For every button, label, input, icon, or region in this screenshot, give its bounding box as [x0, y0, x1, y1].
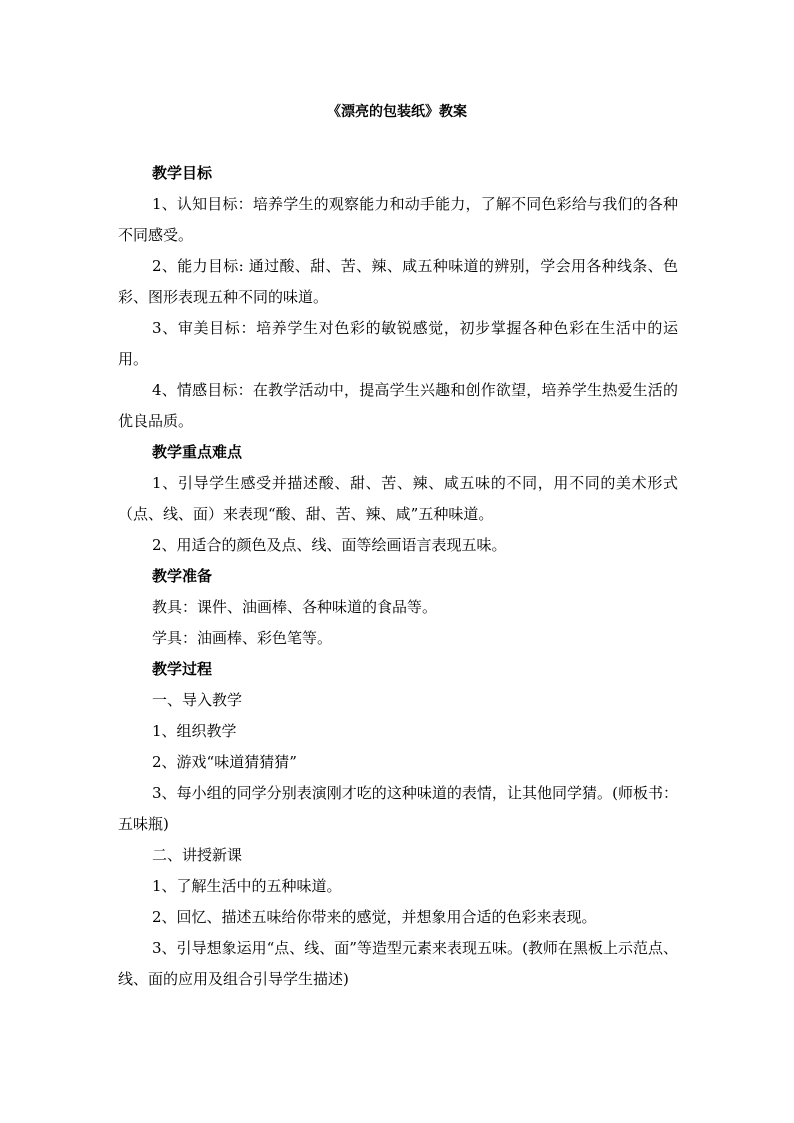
- paragraph-learning-aids: 学具：油画棒、彩色笔等。: [152, 629, 333, 647]
- paragraph-new-lesson: 二、讲授新课: [152, 846, 243, 864]
- paragraph-process-intro: 一、导入教学: [152, 691, 243, 709]
- paragraph-objective-aesthetic: 3、审美目标：培养学生对色彩的敏锐感觉，初步掌握各种色彩在生活中的运用。: [118, 319, 678, 368]
- section-heading-process: 教学过程: [152, 660, 213, 678]
- section-heading-preparation: 教学准备: [152, 567, 213, 585]
- paragraph-process-step-2: 2、游戏“味道猜猜猜”: [152, 753, 297, 771]
- paragraph-new-lesson-1: 1、了解生活中的五种味道。: [152, 877, 342, 895]
- paragraph-new-lesson-3: 3、引导想象运用“点、线、面”等造型元素来表现五味。(教师在黑板上示范点、线、面的应用及组合引导学生描述): [118, 939, 678, 988]
- paragraph-teaching-aids: 教具：课件、油画棒、各种味道的食品等。: [152, 598, 438, 616]
- document-title: 《漂亮的包装纸》教案: [327, 104, 467, 120]
- paragraph-process-step-1: 1、组织教学: [152, 722, 237, 740]
- document-body: [118, 158, 678, 995]
- paragraph-key-point-1: 1、引导学生感受并描述酸、甜、苦、辣、咸五味的不同，用不同的美术形式（点、线、面）来表现“酸、甜、苦、辣、咸”五种味道。: [118, 474, 678, 523]
- paragraph-key-point-2: 2、用适合的颜色及点、线、面等绘画语言表现五味。: [152, 536, 507, 554]
- paragraph-objective-cognitive: 1、认知目标：培养学生的观察能力和动手能力，了解不同色彩给与我们的各种不同感受。: [118, 195, 678, 244]
- paragraph-objective-ability: 2、能力目标: 通过酸、甜、苦、辣、咸五种味道的辨别，学会用各种线条、色彩、图形表现五种不同的味道。: [118, 257, 678, 306]
- paragraph-process-step-3: 3、每小组的同学分别表演刚才吃的这种味道的表情，让其他同学猜。(师板书：五味瓶): [118, 784, 678, 833]
- section-heading-key-points: 教学重点难点: [152, 443, 243, 461]
- section-heading-objectives: 教学目标: [152, 164, 213, 182]
- paragraph-objective-emotional: 4、情感目标：在教学活动中，提高学生兴趣和创作欲望，培养学生热爱生活的优良品质。: [118, 381, 678, 430]
- paragraph-new-lesson-2: 2、回忆、描述五味给你带来的感觉，并想象用合适的色彩来表现。: [152, 908, 597, 926]
